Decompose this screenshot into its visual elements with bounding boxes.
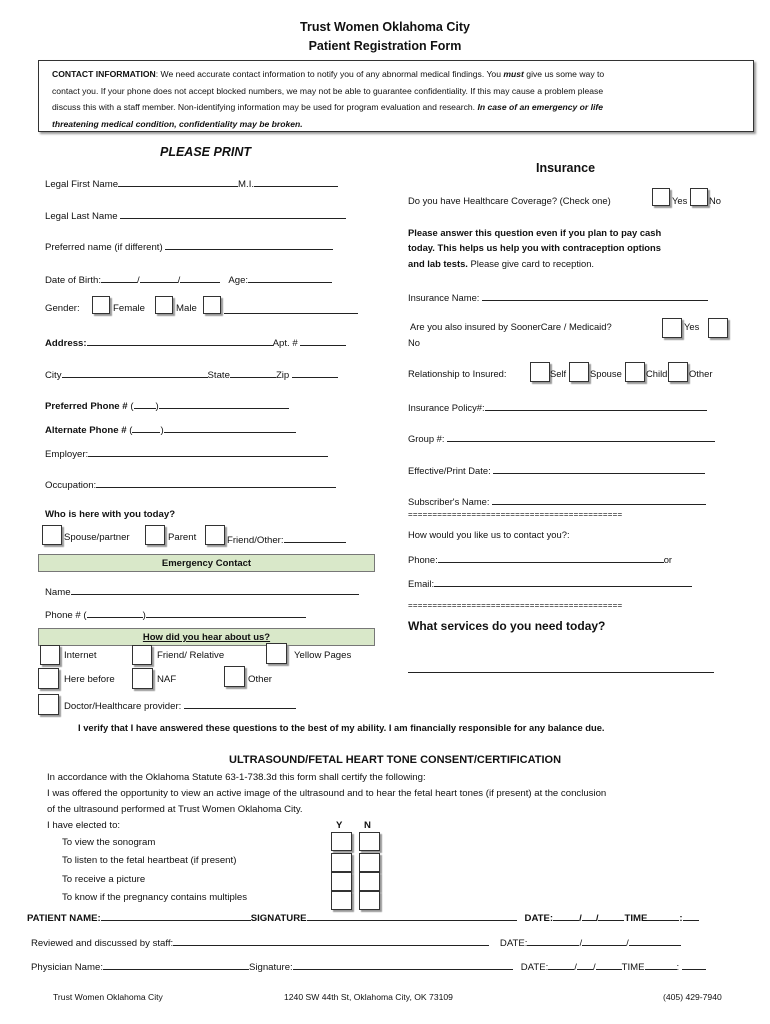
policy-row: Insurance Policy#: <box>408 400 707 413</box>
who-parent-label: Parent <box>168 532 197 543</box>
staff-date-year[interactable] <box>629 935 681 946</box>
group-row: Group #: <box>408 431 715 444</box>
alt-phone-field[interactable] <box>164 422 296 433</box>
physician-date-year[interactable] <box>596 959 622 970</box>
contact-email-field[interactable] <box>434 576 692 587</box>
consent-option-picture: To receive a picture <box>62 874 146 885</box>
footer-address: 1240 SW 44th St, Oklahoma City, OK 73109 <box>284 992 453 1002</box>
effective-row: Effective/Print Date: <box>408 463 705 476</box>
contact-phone-field[interactable] <box>438 552 664 563</box>
patient-name-field[interactable] <box>101 910 251 921</box>
header-org: Trust Women Oklahoma City <box>300 20 470 34</box>
heard-doctor-checkbox[interactable] <box>38 694 59 715</box>
relationship-other-label: Other <box>689 368 713 379</box>
physician-date-month[interactable] <box>548 959 574 970</box>
address-row: Address: Apt. # <box>45 335 346 349</box>
receive-picture-yes-checkbox[interactable] <box>331 872 352 891</box>
relationship-child-label: Child <box>646 368 668 379</box>
pref-phone-field[interactable] <box>159 398 289 409</box>
employer-field[interactable] <box>88 446 328 457</box>
who-friend-field[interactable] <box>284 532 346 543</box>
preferred-name-field[interactable] <box>165 239 333 250</box>
physician-row: Physician Name: Signature: DATE: / / TIME : <box>31 959 706 973</box>
heard-doctor-row: Doctor/Healthcare provider: <box>64 698 296 712</box>
know-multiples-yes-checkbox[interactable] <box>331 891 352 910</box>
insurance-note-2: today. This helps us help you with contraception options <box>408 242 661 253</box>
soonercare-yes-label: Yes <box>684 321 700 332</box>
contact-email-row: Email: <box>408 576 692 589</box>
relationship-spouse-label: Spouse <box>590 368 622 379</box>
soonercare-no-label: No <box>408 337 420 348</box>
gender-label: Gender: <box>45 303 80 314</box>
heard-naf-label: NAF <box>157 674 177 685</box>
heard-naf-checkbox[interactable] <box>132 668 153 689</box>
physician-date-day[interactable] <box>577 959 593 970</box>
heard-doctor-field[interactable] <box>184 698 296 709</box>
patient-time-minute[interactable] <box>683 910 699 921</box>
how-contact-label: How would you like us to contact you?: <box>408 529 570 540</box>
patient-date-day[interactable] <box>582 910 596 921</box>
services-field[interactable] <box>408 662 714 673</box>
heard-other-label: Other <box>248 674 272 685</box>
employer-row: Employer: <box>45 446 328 460</box>
please-print: PLEASE PRINT <box>160 145 251 159</box>
occupation-row: Occupation: <box>45 477 336 491</box>
physician-time-hour[interactable] <box>645 959 677 970</box>
address-field[interactable] <box>87 335 273 346</box>
heard-friend-label: Friend/ Relative <box>157 650 225 661</box>
emergency-phone-field[interactable] <box>146 607 306 618</box>
listen-heartbeat-yes-checkbox[interactable] <box>331 853 352 872</box>
consent-title: ULTRASOUND/FETAL HEART TONE CONSENT/CERTIFICATION <box>229 754 562 766</box>
who-parent-checkbox[interactable] <box>145 525 165 545</box>
consent-option-listen: To listen to the fetal heartbeat (if present) <box>62 855 237 866</box>
form-title: Patient Registration Form <box>308 39 462 53</box>
emergency-contact-header: Emergency Contact <box>38 554 375 572</box>
preferred-name-row: Preferred name (if different) <box>45 239 333 253</box>
who-spouse-label: Spouse/partner <box>64 532 130 543</box>
mi-field[interactable] <box>254 176 338 187</box>
contact-info-text: CONTACT INFORMATION: We need accurate contact information to notify you of any abnormal medical findings. You must give us some way to contact you. If your phone does not accept blocked numbers, we may not be able to guarantee confidentiality. If this may cause a problem please discuss this with a staff member. Non-identifying information may be used for program evaluation and research. In case of an emergency or life threatening medical condition, confidentiality may be broken. <box>52 69 605 129</box>
staff-name-field[interactable] <box>173 935 489 946</box>
coverage-yes-checkbox[interactable] <box>652 188 670 206</box>
last-name-field[interactable] <box>120 208 346 219</box>
yes-column-label: Y <box>336 820 343 831</box>
view-sonogram-yes-checkbox[interactable] <box>331 832 352 851</box>
patient-signature-field[interactable] <box>307 910 517 921</box>
staff-date-month[interactable] <box>527 935 579 946</box>
footer-phone: (405) 429-7940 <box>663 992 722 1002</box>
group-field[interactable] <box>447 431 715 442</box>
insurance-title: Insurance <box>536 161 596 175</box>
relationship-label: Relationship to Insured: <box>408 368 507 379</box>
policy-field[interactable] <box>485 400 707 411</box>
consent-line-2: I was offered the opportunity to view an active image of the ultrasound and to hear the fetal heart tones (if present) at the conclusion <box>47 788 607 799</box>
coverage-no-label: No <box>709 195 721 206</box>
insurance-name-field[interactable] <box>482 290 708 301</box>
first-name-row: Legal First Name M.I. <box>45 176 338 190</box>
gender-male-label: Male <box>176 303 197 314</box>
occupation-field[interactable] <box>96 477 336 488</box>
consent-option-multiples: To know if the pregnancy contains multiples <box>62 892 248 903</box>
alt-phone-area[interactable] <box>132 422 160 433</box>
alt-phone-row: Alternate Phone # ( ) <box>45 422 296 436</box>
effective-field[interactable] <box>493 463 705 474</box>
who-friend-row: Friend/Other: <box>227 532 346 546</box>
first-name-field[interactable] <box>118 176 238 187</box>
insurance-name-row: Insurance Name: <box>408 290 708 303</box>
patient-date-year[interactable] <box>598 910 624 921</box>
soonercare-no-checkbox[interactable] <box>708 318 728 338</box>
patient-signature-row: PATIENT NAME: SIGNATURE DATE: / / TIME : <box>27 910 699 924</box>
heard-yellow-checkbox[interactable] <box>266 643 287 664</box>
city-row: City State Zip <box>45 367 338 381</box>
gender-female-label: Female <box>113 303 145 314</box>
view-sonogram-no-checkbox[interactable] <box>359 832 380 851</box>
heard-before-label: Here before <box>64 674 115 685</box>
emergency-name-field[interactable] <box>71 584 359 595</box>
physician-signature-field[interactable] <box>293 959 513 970</box>
subscriber-row: Subscriber's Name: <box>408 494 706 507</box>
soonercare-label: Are you also insured by SoonerCare / Medicaid? <box>410 321 612 332</box>
emergency-phone-area[interactable] <box>87 607 143 618</box>
heard-friend-checkbox[interactable] <box>132 645 152 665</box>
dob-day[interactable] <box>140 272 178 283</box>
divider-2: ============================================ <box>408 601 623 610</box>
staff-date-day[interactable] <box>582 935 626 946</box>
consent-option-view: To view the sonogram <box>62 837 156 848</box>
contact-phone-row: Phone: or <box>408 554 673 565</box>
state-field[interactable] <box>230 367 276 378</box>
gender-female-checkbox[interactable] <box>92 296 110 314</box>
divider-1: ============================================ <box>408 510 623 519</box>
relationship-other-checkbox[interactable] <box>668 362 688 382</box>
services-title: What services do you need today? <box>408 619 606 633</box>
pref-phone-area[interactable] <box>134 398 156 409</box>
soonercare-yes-checkbox[interactable] <box>662 318 682 338</box>
relationship-self-label: Self <box>550 368 567 379</box>
heard-internet-label: Internet <box>64 650 97 661</box>
gender-male-checkbox[interactable] <box>155 296 173 314</box>
gender-other-field[interactable] <box>224 303 358 314</box>
dob-year[interactable] <box>180 272 220 283</box>
coverage-label: Do you have Healthcare Coverage? (Check one) <box>408 195 611 206</box>
listen-heartbeat-no-checkbox[interactable] <box>359 853 380 872</box>
insurance-note-3: and lab tests. Please give card to reception. <box>408 258 595 269</box>
coverage-yes-label: Yes <box>672 195 688 206</box>
consent-line-3: of the ultrasound performed at Trust Women Oklahoma City. <box>47 804 303 815</box>
know-multiples-no-checkbox[interactable] <box>359 891 380 910</box>
elected-label: I have elected to: <box>47 820 121 831</box>
who-label: Who is here with you today? <box>45 509 176 520</box>
gender-other-checkbox[interactable] <box>203 296 221 314</box>
emergency-name-row: Name <box>45 584 359 598</box>
dob-row: Date of Birth: / / Age: <box>45 272 332 286</box>
relationship-spouse-checkbox[interactable] <box>569 362 589 382</box>
physician-name-field[interactable] <box>103 959 249 970</box>
coverage-no-checkbox[interactable] <box>690 188 708 206</box>
heard-internet-checkbox[interactable] <box>40 645 60 665</box>
relationship-self-checkbox[interactable] <box>530 362 550 382</box>
city-field[interactable] <box>62 367 208 378</box>
no-column-label: N <box>364 820 371 831</box>
staff-review-row: Reviewed and discussed by staff: DATE: / / <box>31 935 681 949</box>
patient-date-month[interactable] <box>553 910 579 921</box>
consent-line-1: In accordance with the Oklahoma Statute 63-1-738.3d this form shall certify the following: <box>47 772 426 783</box>
relationship-child-checkbox[interactable] <box>625 362 645 382</box>
receive-picture-no-checkbox[interactable] <box>359 872 380 891</box>
who-friend-checkbox[interactable] <box>205 525 225 545</box>
verify-statement: I verify that I have answered these questions to the best of my ability. I am financially responsible for any balance due. <box>78 722 605 733</box>
dob-month[interactable] <box>101 272 137 283</box>
who-spouse-checkbox[interactable] <box>42 525 62 545</box>
subscriber-field[interactable] <box>492 494 706 505</box>
how-heard-header: How did you hear about us? <box>38 628 375 646</box>
heard-before-checkbox[interactable] <box>38 668 59 689</box>
age-field[interactable] <box>248 272 332 283</box>
physician-time-minute[interactable] <box>682 959 706 970</box>
heard-other-checkbox[interactable] <box>224 666 245 687</box>
last-name-row: Legal Last Name <box>45 208 346 222</box>
footer-org: Trust Women Oklahoma City <box>53 992 163 1002</box>
heard-yellow-label: Yellow Pages <box>294 650 352 661</box>
pref-phone-row: Preferred Phone # ( ) <box>45 398 289 412</box>
emergency-phone-row: Phone # ( ) <box>45 607 306 621</box>
patient-time-hour[interactable] <box>647 910 679 921</box>
apt-field[interactable] <box>300 335 346 346</box>
zip-field[interactable] <box>292 367 338 378</box>
insurance-note-1: Please answer this question even if you plan to pay cash <box>408 227 662 238</box>
